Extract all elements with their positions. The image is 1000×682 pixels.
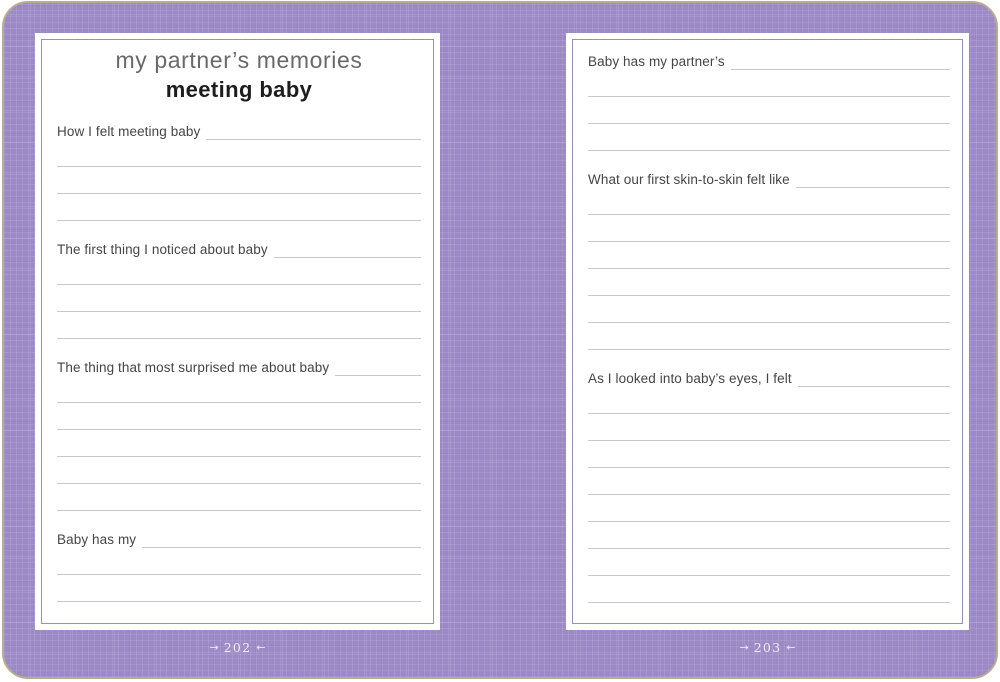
writing-line (57, 484, 421, 511)
prompt-text: What our first skin-to-skin felt like (588, 172, 790, 187)
writing-lines (57, 258, 421, 339)
writing-line (57, 457, 421, 484)
writing-line (588, 576, 950, 603)
writing-line (588, 495, 950, 522)
page-number-text: 203 (753, 639, 782, 655)
prompt-row (588, 53, 950, 70)
writing-line (796, 184, 950, 188)
prompt-section (57, 241, 421, 339)
writing-line (588, 269, 950, 296)
writing-line (588, 387, 950, 414)
arrow-left-icon: ← (256, 640, 266, 654)
writing-lines (588, 70, 950, 151)
prompt-section (57, 531, 421, 620)
prompt-text: Baby has my (57, 532, 137, 547)
writing-line (798, 383, 950, 387)
writing-line (57, 548, 421, 575)
prompt-text: The thing that most surprised me about baby (57, 360, 330, 375)
writing-line (57, 430, 421, 457)
writing-line (142, 544, 421, 548)
prompt-text: Baby has my partner’s (588, 54, 725, 69)
writing-line (588, 414, 950, 441)
right-page (566, 33, 969, 630)
arrow-left-icon: ← (786, 640, 796, 654)
writing-lines (57, 548, 421, 620)
writing-line (588, 603, 950, 620)
writing-line (57, 285, 421, 312)
writing-line (588, 468, 950, 495)
writing-line (57, 258, 421, 285)
writing-line (57, 602, 421, 620)
writing-line (57, 575, 421, 602)
writing-line (731, 66, 950, 70)
writing-lines (57, 376, 421, 511)
writing-line (588, 549, 950, 576)
book-cover-background (2, 1, 998, 679)
writing-lines (588, 188, 950, 350)
prompt-text: How I felt meeting baby (57, 124, 201, 139)
writing-line (588, 97, 950, 124)
left-page (35, 33, 440, 630)
prompt-row (57, 359, 421, 376)
writing-line (588, 296, 950, 323)
writing-line (588, 522, 950, 549)
prompt-section (588, 370, 950, 620)
writing-line (57, 403, 421, 430)
left-page-content (57, 33, 421, 620)
prompt-row (588, 171, 950, 188)
writing-line (57, 167, 421, 194)
writing-line (57, 140, 421, 167)
writing-line (588, 124, 950, 151)
writing-line (588, 323, 950, 350)
left-page-number (35, 639, 440, 655)
writing-lines (588, 387, 950, 620)
writing-line (206, 136, 421, 140)
prompt-text: The first thing I noticed about baby (57, 242, 268, 257)
writing-line (335, 372, 421, 376)
writing-line (588, 441, 950, 468)
writing-line (57, 194, 421, 221)
prompt-text: As I looked into baby’s eyes, I felt (588, 371, 792, 386)
prompt-section (588, 171, 950, 350)
prompt-row (57, 531, 421, 548)
page-number-text: 202 (223, 639, 252, 655)
writing-line (57, 376, 421, 403)
writing-line (57, 312, 421, 339)
writing-line (588, 215, 950, 242)
right-page-number (566, 639, 969, 655)
writing-line (588, 242, 950, 269)
prompt-row (588, 370, 950, 387)
writing-line (274, 254, 421, 258)
arrow-right-icon: → (209, 640, 219, 654)
writing-line (588, 188, 950, 215)
prompt-section (57, 123, 421, 221)
writing-line (588, 70, 950, 97)
right-page-content (588, 33, 950, 620)
prompt-row (57, 123, 421, 140)
writing-lines (57, 140, 421, 221)
arrow-right-icon: → (739, 640, 749, 654)
page-title-block (57, 33, 421, 103)
page-subtitle: meeting baby (165, 77, 313, 102)
page-title: my partner’s memories (115, 47, 363, 73)
prompt-row (57, 241, 421, 258)
prompt-section (57, 359, 421, 511)
prompt-section (588, 53, 950, 151)
